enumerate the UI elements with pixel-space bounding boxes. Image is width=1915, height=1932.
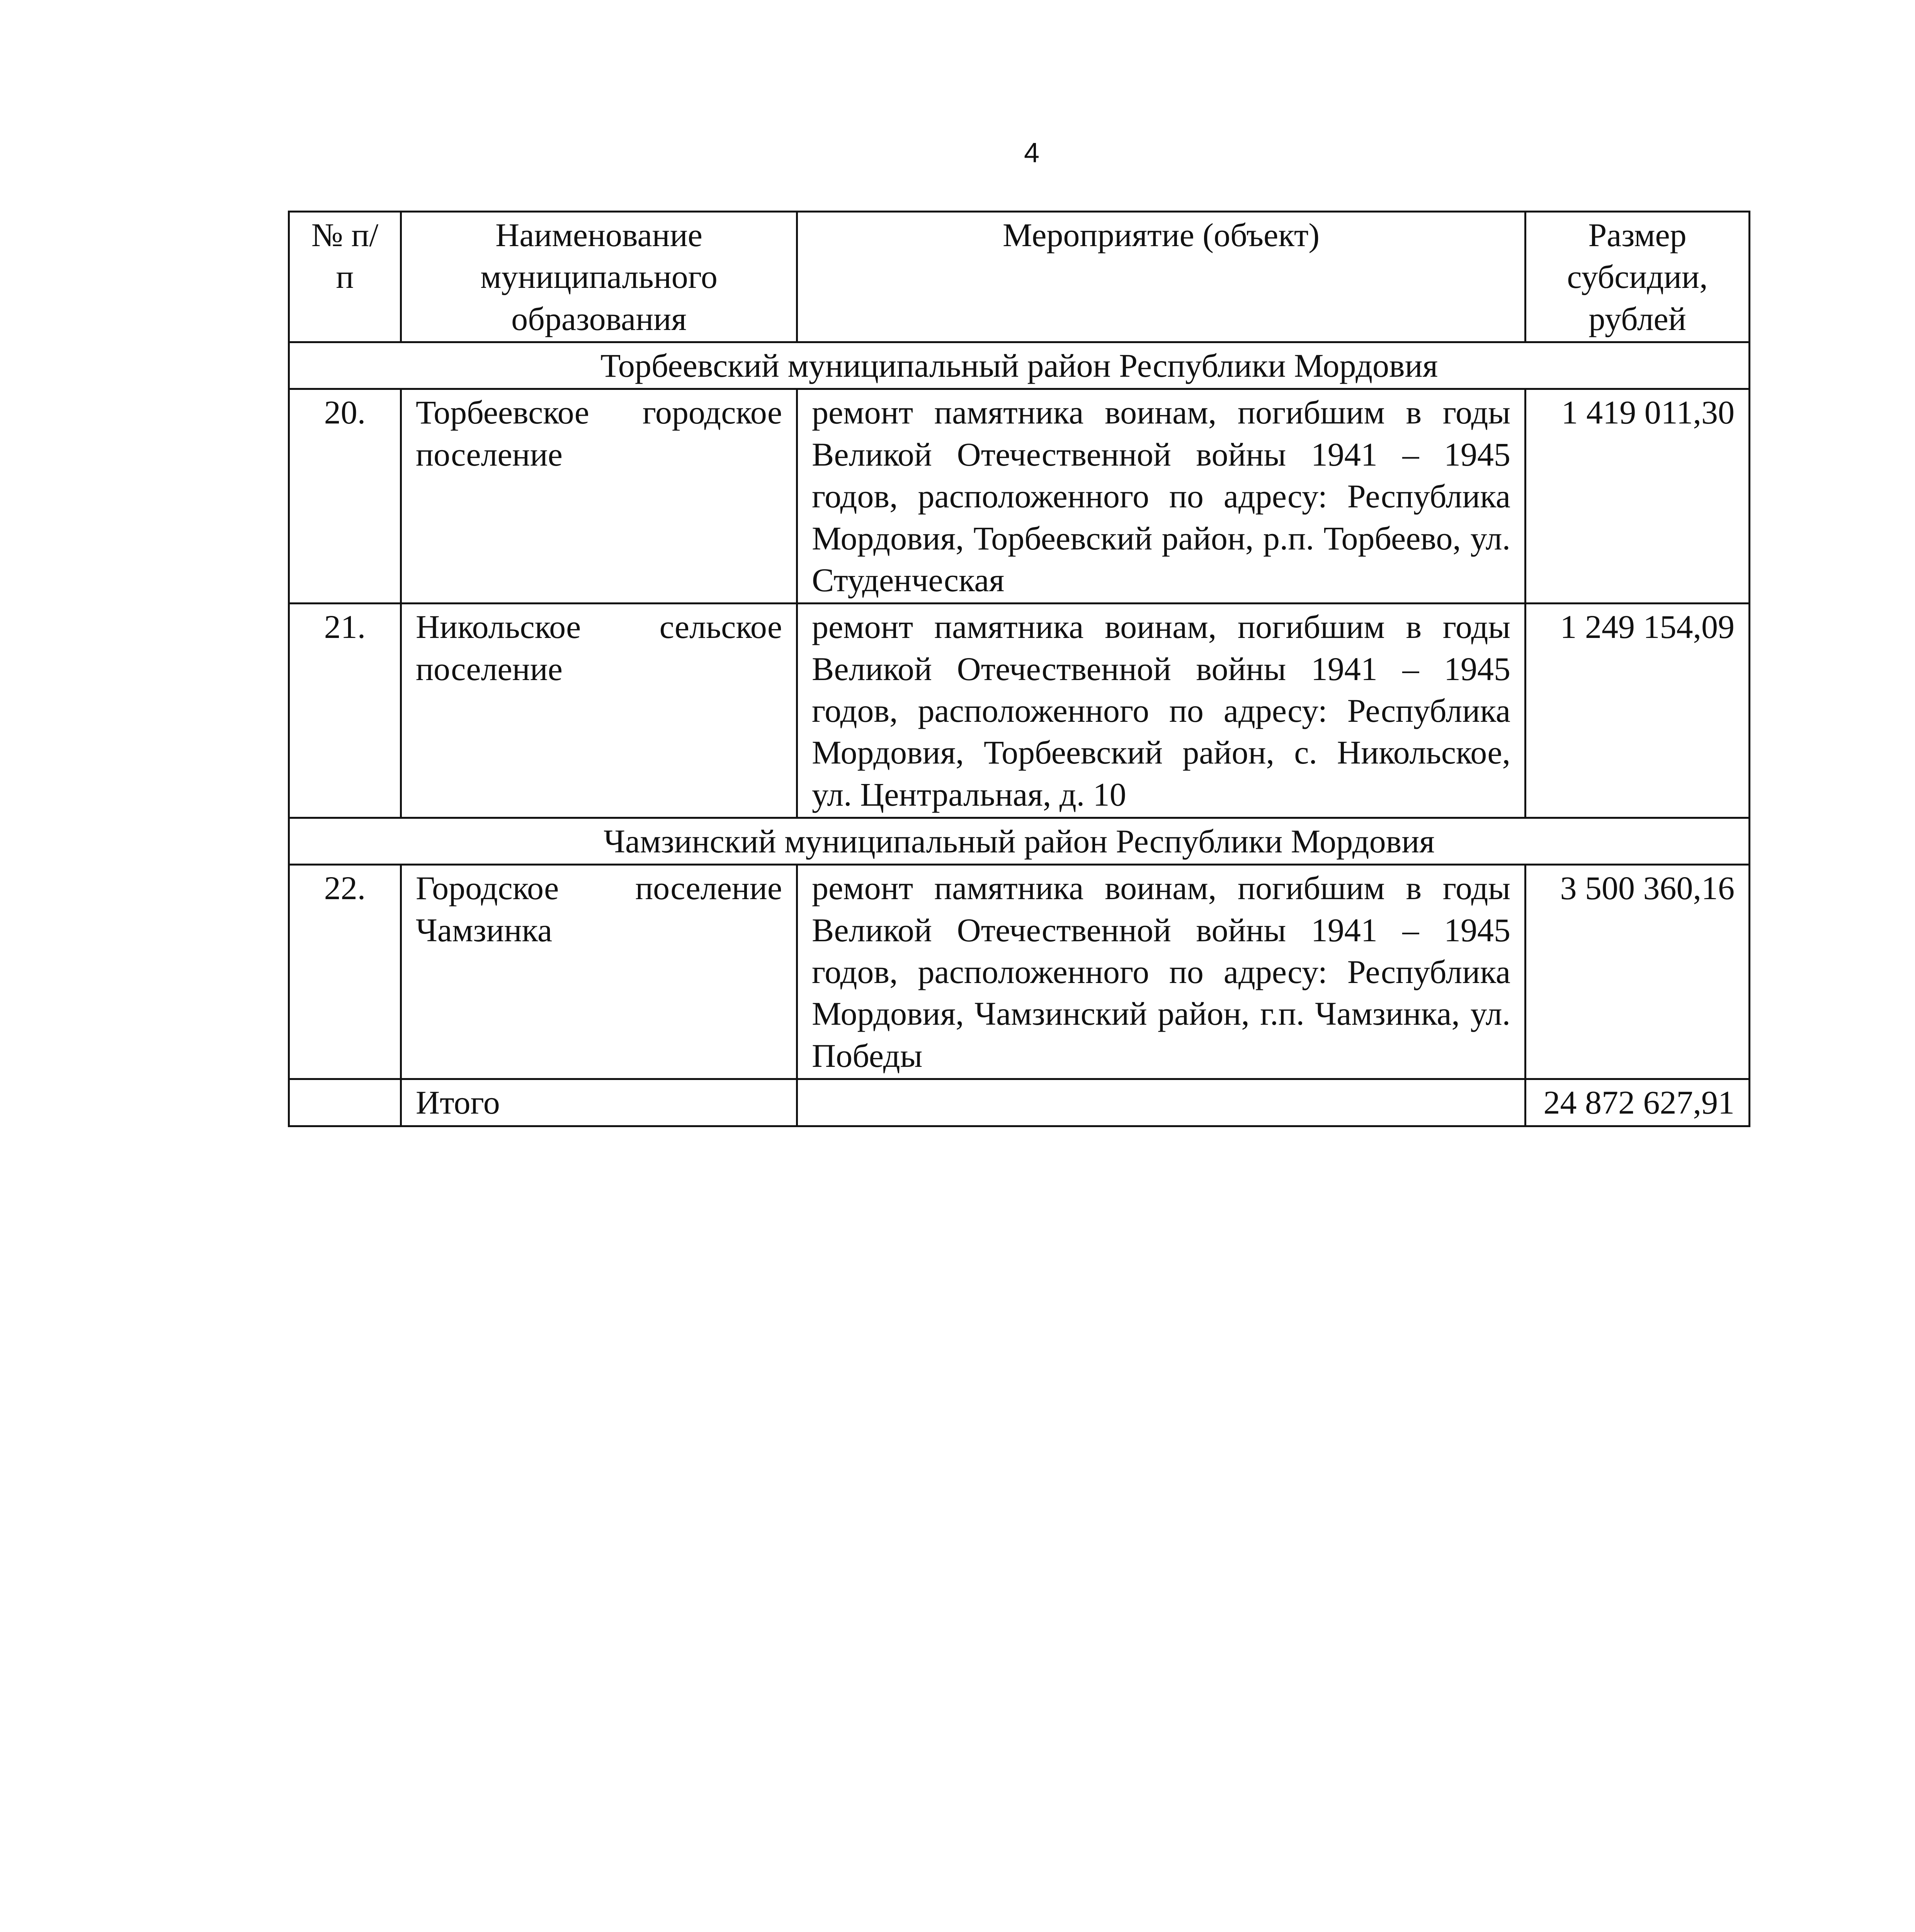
- row-municipality: Городское поселение Чамзинка: [401, 865, 797, 1079]
- total-row: [289, 1079, 1750, 1126]
- table-row: [289, 389, 1750, 604]
- table-row: [289, 865, 1750, 1079]
- total-label: Итого: [401, 1079, 797, 1126]
- district-row: [289, 342, 1750, 389]
- table-row: [289, 604, 1750, 818]
- header-event: Мероприятие (объект): [797, 212, 1526, 342]
- header-municipality: Наименование муниципального образования: [401, 212, 797, 342]
- header-amount: Размер субсидии, рублей: [1526, 212, 1750, 342]
- total-event-cell: [797, 1079, 1526, 1126]
- row-municipality: Торбеевское городское поселение: [401, 389, 797, 604]
- district-title: Чамзинский муниципальный район Республики Мордовия: [289, 818, 1750, 865]
- district-row: [289, 818, 1750, 865]
- row-amount: 1 249 154,09: [1526, 604, 1750, 818]
- row-amount: 1 419 011,30: [1526, 389, 1750, 604]
- row-num: 22.: [289, 865, 401, 1079]
- row-num: 21.: [289, 604, 401, 818]
- total-amount: 24 872 627,91: [1526, 1079, 1750, 1126]
- district-title: Торбеевский муниципальный район Республики Мордовия: [289, 342, 1750, 389]
- header-num: № п/п: [289, 212, 401, 342]
- table-header-row: [289, 212, 1750, 342]
- row-amount: 3 500 360,16: [1526, 865, 1750, 1079]
- page-number: 4: [1024, 138, 1040, 168]
- row-event: ремонт памятника воинам, погибшим в годы Великой Отечественной войны 1941 – 1945 годов, расположенного по адресу: Республика Мордовия, Торбеевский район, с. Никольское, ул. Центральная, д. 10: [797, 604, 1526, 818]
- subsidy-table: [288, 211, 1750, 1127]
- total-num-cell: [289, 1079, 401, 1126]
- row-municipality: Никольское сельское поселение: [401, 604, 797, 818]
- row-num: 20.: [289, 389, 401, 604]
- row-event: ремонт памятника воинам, погибшим в годы Великой Отечественной войны 1941 – 1945 годов, расположенного по адресу: Республика Мордовия, Чамзинский район, г.п. Чамзинка, ул. Победы: [797, 865, 1526, 1079]
- row-event: ремонт памятника воинам, погибшим в годы Великой Отечественной войны 1941 – 1945 годов, расположенного по адресу: Республика Мордовия, Торбеевский район, р.п. Торбеево, ул. Студенческая: [797, 389, 1526, 604]
